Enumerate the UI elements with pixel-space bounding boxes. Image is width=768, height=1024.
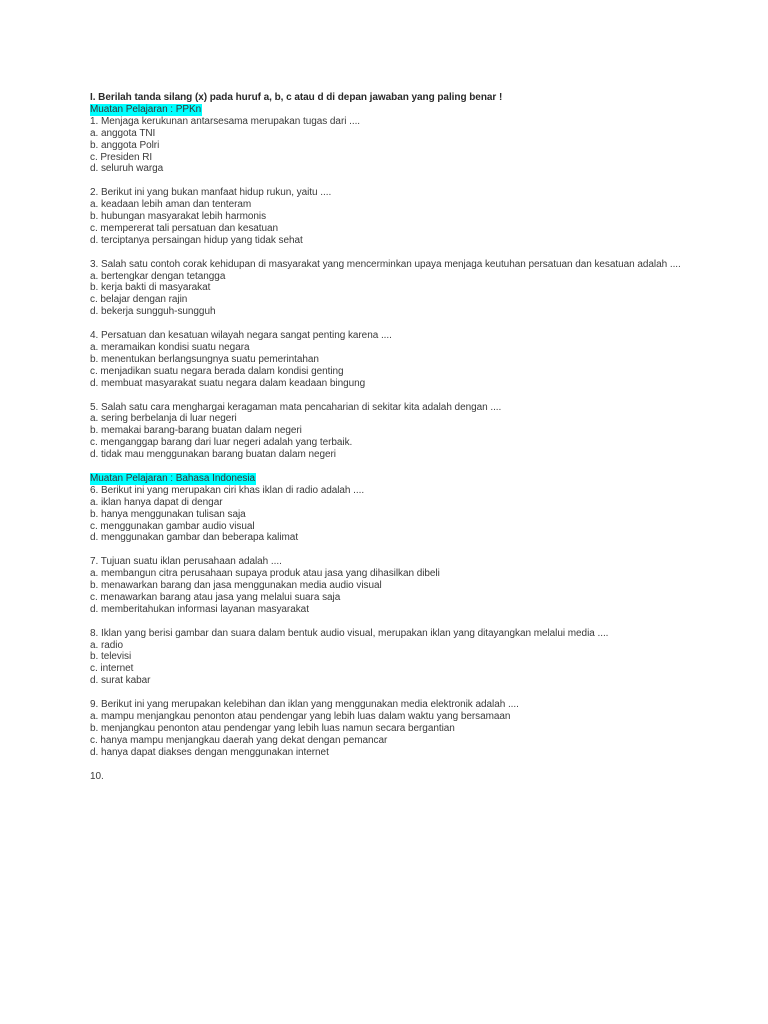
answer-option: a. sering berbelanja di luar negeri <box>90 413 237 425</box>
answer-option: c. hanya mampu menjangkau daerah yang dekat dengan pemancar <box>90 734 388 746</box>
answer-option: c. Presiden RI <box>90 151 153 163</box>
answer-option: d. seluruh warga <box>90 163 164 175</box>
answer-option: d. hanya dapat diakses dengan menggunakan internet <box>90 746 329 758</box>
answer-option: b. memakai barang-barang buatan dalam negeri <box>90 425 302 437</box>
answer-option: c. internet <box>90 663 134 675</box>
question-text: 2. Berikut ini yang bukan manfaat hidup rukun, yaitu .... <box>90 187 332 199</box>
answer-option: a. iklan hanya dapat di dengar <box>90 496 223 508</box>
question-block <box>90 330 690 390</box>
question-block <box>90 556 690 616</box>
answer-option: b. kerja bakti di masyarakat <box>90 282 211 294</box>
document-content <box>90 104 690 783</box>
answer-option: d. tidak mau menggunakan barang buatan dalam negeri <box>90 449 336 461</box>
subject-heading: Muatan Pelajaran : Bahasa Indonesia <box>90 472 256 484</box>
question-text: 10. <box>90 770 104 782</box>
answer-option: c. menganggap barang dari luar negeri adalah yang terbaik. <box>90 437 353 449</box>
question-block <box>90 628 690 688</box>
question-text: 4. Persatuan dan kesatuan wilayah negara sangat penting karena .... <box>90 330 392 342</box>
subject-heading-row <box>90 473 690 485</box>
answer-option: a. bertengkar dengan tetangga <box>90 270 226 282</box>
exam-document <box>90 92 690 782</box>
answer-option: c. mempererat tali persatuan dan kesatuan <box>90 222 279 234</box>
question-text: 1. Menjaga kerukunan antarsesama merupakan tugas dari .... <box>90 115 361 127</box>
instruction-heading: I. Berilah tanda silang (x) pada huruf a, b, c atau d di depan jawaban yang paling benar ! <box>90 92 503 103</box>
answer-option: c. belajar dengan rajin <box>90 294 188 306</box>
subject-section <box>90 104 690 461</box>
question-text: 5. Salah satu cara menghargai keragaman mata pencaharian di sekitar kita adalah dengan .... <box>90 401 502 413</box>
question-block <box>90 402 690 462</box>
question-text: 8. Iklan yang berisi gambar dan suara dalam bentuk audio visual, merupakan iklan yang ditayangkan melalui media .... <box>90 627 609 639</box>
subject-heading: Muatan Pelajaran : PPKn <box>90 103 202 115</box>
answer-option: d. menggunakan gambar dan beberapa kalimat <box>90 532 299 544</box>
answer-option: b. menawarkan barang dan jasa menggunakan media audio visual <box>90 580 382 592</box>
answer-option: d. bekerja sungguh-sungguh <box>90 306 216 318</box>
answer-option: c. menawarkan barang atau jasa yang melalui suara saja <box>90 591 341 603</box>
answer-option: a. keadaan lebih aman dan tenteram <box>90 199 252 211</box>
answer-option: a. mampu menjangkau penonton atau pendengar yang lebih luas dalam waktu yang bersamaan <box>90 711 511 722</box>
answer-option: b. televisi <box>90 651 132 663</box>
question-block <box>90 187 690 247</box>
answer-option: d. membuat masyarakat suatu negara dalam keadaan bingung <box>90 377 366 389</box>
answer-option: b. menentukan berlangsungnya suatu pemerintahan <box>90 353 319 365</box>
answer-option: c. menjadikan suatu negara berada dalam kondisi genting <box>90 365 344 377</box>
question-block <box>90 771 690 783</box>
answer-option: c. menggunakan gambar audio visual <box>90 520 255 532</box>
question-block <box>90 259 690 319</box>
subject-section <box>90 473 690 783</box>
answer-option: b. anggota Polri <box>90 139 160 151</box>
answer-option: b. hubungan masyarakat lebih harmonis <box>90 211 267 223</box>
answer-option: b. hanya menggunakan tulisan saja <box>90 508 246 520</box>
answer-option: d. memberitahukan informasi layanan masyarakat <box>90 603 309 615</box>
answer-option: a. radio <box>90 639 123 651</box>
question-text: 7. Tujuan suatu iklan perusahaan adalah .... <box>90 556 282 568</box>
question-text: 6. Berikut ini yang merupakan ciri khas iklan di radio adalah .... <box>90 484 365 496</box>
question-block <box>90 699 690 759</box>
answer-option: d. terciptanya persaingan hidup yang tidak sehat <box>90 234 303 246</box>
question-text: 9. Berikut ini yang merupakan kelebihan dan iklan yang menggunakan media elektronik adalah .... <box>90 699 519 711</box>
answer-option: a. membangun citra perusahaan supaya produk atau jasa yang dihasilkan dibeli <box>90 568 440 580</box>
answer-option: a. meramaikan kondisi suatu negara <box>90 341 250 353</box>
question-block <box>90 116 690 176</box>
answer-option: a. anggota TNI <box>90 127 156 139</box>
answer-option: d. surat kabar <box>90 675 151 687</box>
question-block <box>90 485 690 545</box>
subject-heading-row <box>90 104 690 116</box>
question-text: 3. Salah satu contoh corak kehidupan di masyarakat yang mencerminkan upaya menjaga keutuhan persatuan dan kesatuan adalah .... <box>90 258 681 270</box>
answer-option: b. menjangkau penonton atau pendengar yang lebih luas namun secara bergantian <box>90 722 455 734</box>
